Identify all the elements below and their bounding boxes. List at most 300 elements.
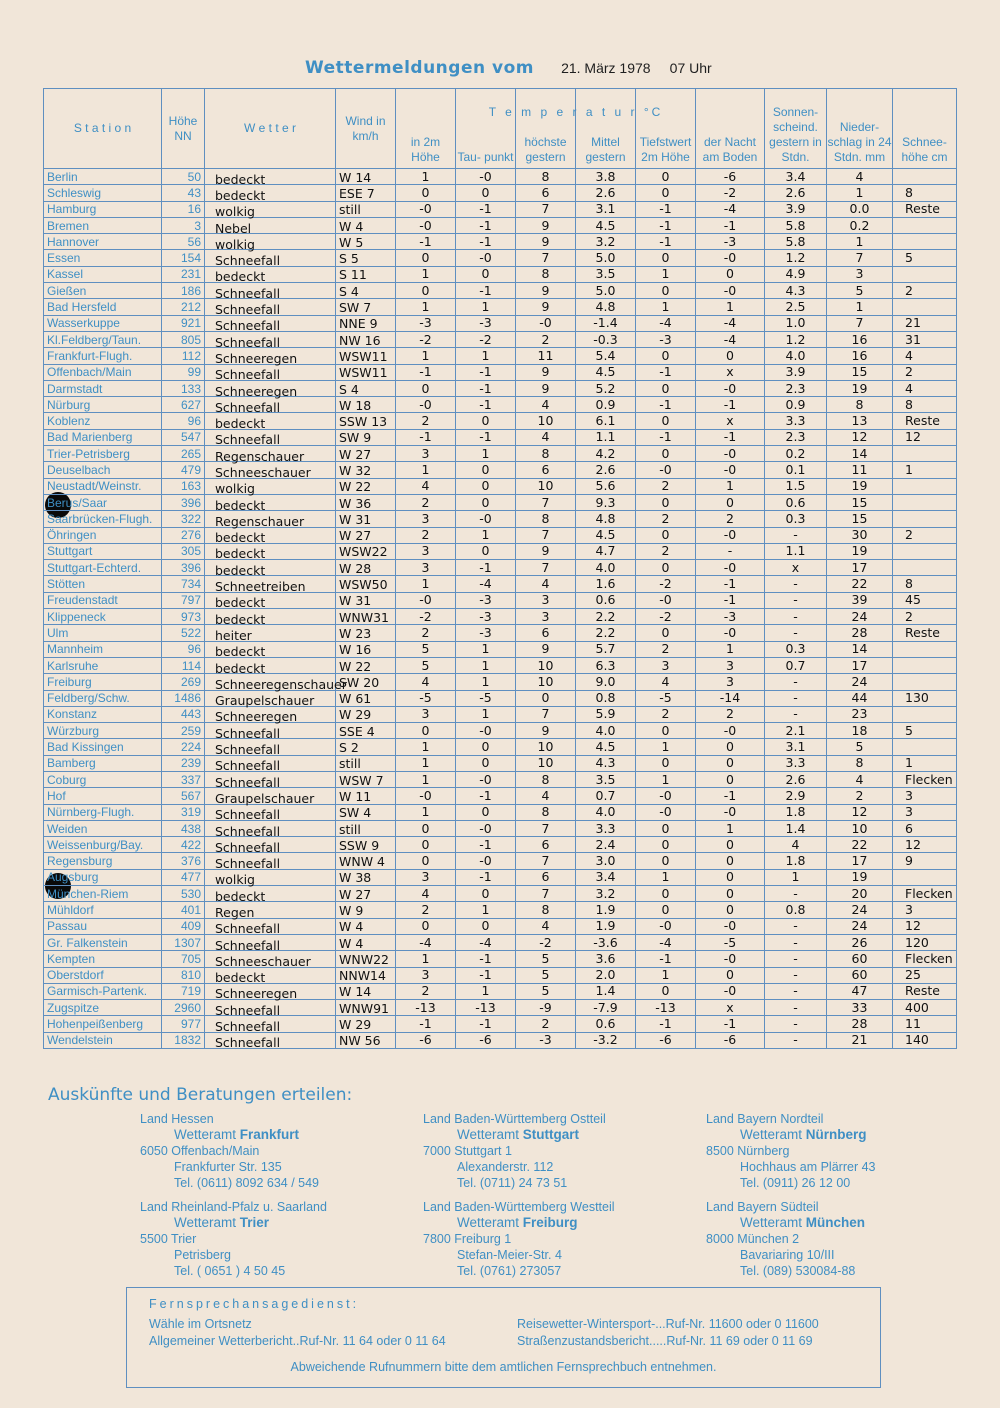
cell-wind: W 29 bbox=[336, 1017, 396, 1033]
cell-wind: WNW91 bbox=[336, 1001, 396, 1017]
cell-station: Darmstadt bbox=[44, 380, 162, 396]
cell-mittel: 0.8 bbox=[576, 690, 636, 706]
cell-mittel: 3.2 bbox=[576, 886, 636, 902]
cell-schnee bbox=[893, 511, 957, 527]
cell-schnee: 6 bbox=[893, 820, 957, 836]
cell-wind: WSW11 bbox=[336, 349, 396, 365]
cell-wetter: Schneefall bbox=[205, 807, 336, 823]
cell-taupunkt: -1 bbox=[456, 951, 516, 967]
cell-temp-2m: -0 bbox=[396, 788, 456, 804]
cell-boden: 2 bbox=[696, 706, 765, 722]
cell-station: Augsburg bbox=[44, 869, 162, 885]
table-row bbox=[44, 1000, 957, 1016]
cell-tiefstwert: -1 bbox=[636, 364, 696, 380]
cell-temp-2m: 4 bbox=[396, 886, 456, 902]
cell-hoehe: 401 bbox=[162, 902, 205, 918]
cell-wetter: Schneefall bbox=[205, 726, 336, 742]
cell-hoechste: 2 bbox=[516, 331, 576, 347]
cell-tiefstwert: 2 bbox=[636, 706, 696, 722]
cell-wetter: Schneefall bbox=[205, 742, 336, 758]
cell-schnee: 8 bbox=[893, 576, 957, 592]
cell-hoehe: 239 bbox=[162, 755, 205, 771]
table-row bbox=[44, 902, 957, 918]
cell-tiefstwert: 0 bbox=[636, 902, 696, 918]
cell-schnee: Reste bbox=[893, 983, 957, 999]
cell-wetter: Schneefall bbox=[205, 1035, 336, 1051]
cell-station: Weiden bbox=[44, 820, 162, 836]
cell-hoechste: 7 bbox=[516, 250, 576, 266]
cell-hoehe: 567 bbox=[162, 788, 205, 804]
cell-niederschlag: 18 bbox=[827, 723, 893, 739]
cell-mittel: 3.5 bbox=[576, 266, 636, 282]
cell-station: Kl.Feldberg/Taun. bbox=[44, 331, 162, 347]
cell-taupunkt: -5 bbox=[456, 690, 516, 706]
cell-hoehe: 1486 bbox=[162, 690, 205, 706]
cell-tiefstwert: 0 bbox=[636, 820, 696, 836]
table-row bbox=[44, 657, 957, 673]
cell-sonne: - bbox=[765, 527, 827, 543]
cell-wetter: Regenschauer bbox=[205, 449, 336, 465]
cell-tiefstwert: -1 bbox=[636, 217, 696, 233]
cell-station: Konstanz bbox=[44, 706, 162, 722]
cell-sonne: 1.8 bbox=[765, 804, 827, 820]
table-row bbox=[44, 217, 957, 233]
cell-sonne: 3.3 bbox=[765, 755, 827, 771]
cell-mittel: 0.6 bbox=[576, 592, 636, 608]
cell-mittel: 4.8 bbox=[576, 511, 636, 527]
cell-hoechste: 7 bbox=[516, 853, 576, 869]
table-row bbox=[44, 397, 957, 413]
cell-schnee bbox=[893, 478, 957, 494]
office-phone: Tel. (0761) 273057 bbox=[457, 1264, 562, 1278]
cell-mittel: 0.7 bbox=[576, 788, 636, 804]
cell-taupunkt: -1 bbox=[456, 560, 516, 576]
cell-hoehe: 43 bbox=[162, 185, 205, 201]
cell-wetter: Schneeregen bbox=[205, 383, 336, 399]
cell-station: Hannover bbox=[44, 234, 162, 250]
cell-mittel: 5.2 bbox=[576, 380, 636, 396]
cell-station: Oberstdorf bbox=[44, 967, 162, 983]
cell-schnee: 5 bbox=[893, 250, 957, 266]
cell-sonne: - bbox=[765, 967, 827, 983]
cell-taupunkt: -0 bbox=[456, 820, 516, 836]
cell-hoechste: 3 bbox=[516, 609, 576, 625]
header-hoechste: höchste gestern bbox=[516, 89, 576, 169]
office-street: Bavariaring 10/III bbox=[740, 1248, 835, 1262]
cell-tiefstwert: 1 bbox=[636, 967, 696, 983]
office-street: Alexanderstr. 112 bbox=[457, 1160, 554, 1174]
cell-wetter: wolkig bbox=[205, 481, 336, 497]
cell-sonne: 0.8 bbox=[765, 902, 827, 918]
cell-wetter: Regenschauer bbox=[205, 514, 336, 530]
cell-wetter: Schneefall bbox=[205, 302, 336, 318]
cell-hoehe: 719 bbox=[162, 983, 205, 999]
cell-schnee bbox=[893, 674, 957, 690]
cell-mittel: 5.6 bbox=[576, 478, 636, 494]
cell-schnee bbox=[893, 494, 957, 510]
cell-boden: -0 bbox=[696, 983, 765, 999]
cell-niederschlag: 12 bbox=[827, 429, 893, 445]
cell-station: Wasserkuppe bbox=[44, 315, 162, 331]
cell-schnee: 25 bbox=[893, 967, 957, 983]
cell-mittel: 1.6 bbox=[576, 576, 636, 592]
cell-wetter: Schneefall bbox=[205, 1019, 336, 1035]
cell-wind: WSW22 bbox=[336, 544, 396, 560]
table-header-row bbox=[44, 89, 957, 169]
cell-taupunkt: 0 bbox=[456, 886, 516, 902]
cell-hoehe: 99 bbox=[162, 364, 205, 380]
cell-schnee: Flecken bbox=[893, 771, 957, 787]
cell-hoehe: 479 bbox=[162, 462, 205, 478]
cell-hoehe: 921 bbox=[162, 315, 205, 331]
cell-hoehe: 396 bbox=[162, 494, 205, 510]
cell-wetter: Schneefall bbox=[205, 856, 336, 872]
cell-temp-2m: 1 bbox=[396, 739, 456, 755]
cell-sonne: 2.6 bbox=[765, 185, 827, 201]
cell-hoehe: 547 bbox=[162, 429, 205, 445]
cell-boden: -4 bbox=[696, 331, 765, 347]
cell-sonne: 3.9 bbox=[765, 201, 827, 217]
cell-schnee: 21 bbox=[893, 315, 957, 331]
cell-temp-2m: 0 bbox=[396, 283, 456, 299]
header-taupunkt: Tau- punkt bbox=[456, 89, 516, 169]
cell-schnee: 2 bbox=[893, 527, 957, 543]
cell-niederschlag: 1 bbox=[827, 234, 893, 250]
weather-table bbox=[43, 88, 957, 1049]
cell-sonne: 0.2 bbox=[765, 446, 827, 462]
cell-temp-2m: -1 bbox=[396, 364, 456, 380]
cell-schnee bbox=[893, 869, 957, 885]
cell-boden: 1 bbox=[696, 478, 765, 494]
title-time: 07 Uhr bbox=[669, 60, 712, 76]
cell-hoehe: 96 bbox=[162, 641, 205, 657]
cell-sonne: - bbox=[765, 1032, 827, 1048]
office-phone: Tel. (0711) 24 73 51 bbox=[457, 1176, 568, 1190]
cell-taupunkt: 0 bbox=[456, 739, 516, 755]
cell-taupunkt: -3 bbox=[456, 625, 516, 641]
cell-niederschlag: 17 bbox=[827, 560, 893, 576]
cell-schnee: Reste bbox=[893, 625, 957, 641]
cell-boden: 0 bbox=[696, 902, 765, 918]
cell-hoehe: 1307 bbox=[162, 934, 205, 950]
table-row bbox=[44, 446, 957, 462]
cell-wind: S 2 bbox=[336, 740, 396, 756]
cell-station: Neustadt/Weinstr. bbox=[44, 478, 162, 494]
cell-hoehe: 322 bbox=[162, 511, 205, 527]
cell-niederschlag: 28 bbox=[827, 1016, 893, 1032]
cell-wetter: bedeckt bbox=[205, 188, 336, 204]
cell-hoehe: 409 bbox=[162, 918, 205, 934]
cell-wetter: Graupelschauer bbox=[205, 791, 336, 807]
cell-niederschlag: 16 bbox=[827, 348, 893, 364]
cell-niederschlag: 4 bbox=[827, 169, 893, 185]
cell-tiefstwert: 0 bbox=[636, 560, 696, 576]
cell-schnee bbox=[893, 234, 957, 250]
cell-temp-2m: 2 bbox=[396, 983, 456, 999]
cell-wetter: wolkig bbox=[205, 204, 336, 220]
info-heading: Auskünfte und Beratungen erteilen: bbox=[48, 1085, 353, 1105]
cell-niederschlag: 24 bbox=[827, 674, 893, 690]
cell-tiefstwert: 2 bbox=[636, 543, 696, 559]
cell-hoechste: 9 bbox=[516, 641, 576, 657]
cell-tiefstwert: -1 bbox=[636, 201, 696, 217]
cell-taupunkt: 0 bbox=[456, 494, 516, 510]
header-wind: Wind in km/h bbox=[336, 89, 396, 169]
cell-station: Hohenpeißenberg bbox=[44, 1016, 162, 1032]
cell-temp-2m: -1 bbox=[396, 234, 456, 250]
cell-sonne: 2.5 bbox=[765, 299, 827, 315]
cell-temp-2m: 2 bbox=[396, 902, 456, 918]
cell-tiefstwert: 0 bbox=[636, 886, 696, 902]
cell-taupunkt: -0 bbox=[456, 723, 516, 739]
cell-temp-2m: 0 bbox=[396, 250, 456, 266]
cell-mittel: 9.0 bbox=[576, 674, 636, 690]
cell-schnee: 4 bbox=[893, 380, 957, 396]
cell-schnee bbox=[893, 217, 957, 233]
cell-hoechste: 6 bbox=[516, 462, 576, 478]
cell-hoechste: 4 bbox=[516, 576, 576, 592]
cell-schnee: 1 bbox=[893, 755, 957, 771]
cell-temp-2m: 1 bbox=[396, 576, 456, 592]
cell-tiefstwert: -4 bbox=[636, 315, 696, 331]
cell-station: Kempten bbox=[44, 951, 162, 967]
cell-niederschlag: 12 bbox=[827, 804, 893, 820]
cell-tiefstwert: 1 bbox=[636, 771, 696, 787]
cell-mittel: 5.0 bbox=[576, 250, 636, 266]
cell-temp-2m: -13 bbox=[396, 1000, 456, 1016]
phone-service-intro: Wähle im Ortsnetz bbox=[149, 1317, 252, 1331]
cell-tiefstwert: 0 bbox=[636, 837, 696, 853]
cell-hoechste: 8 bbox=[516, 902, 576, 918]
cell-boden: -0 bbox=[696, 804, 765, 820]
cell-niederschlag: 7 bbox=[827, 250, 893, 266]
cell-station: Wendelstein bbox=[44, 1032, 162, 1048]
cell-tiefstwert: 0 bbox=[636, 983, 696, 999]
cell-boden: -6 bbox=[696, 1032, 765, 1048]
cell-tiefstwert: 1 bbox=[636, 299, 696, 315]
cell-boden: 0 bbox=[696, 853, 765, 869]
cell-hoehe: 2960 bbox=[162, 1000, 205, 1016]
office-name: Wetteramt München bbox=[740, 1215, 866, 1230]
cell-temp-2m: 0 bbox=[396, 918, 456, 934]
cell-sonne: 1.5 bbox=[765, 478, 827, 494]
cell-temp-2m: 0 bbox=[396, 185, 456, 201]
cell-wind: W 38 bbox=[336, 870, 396, 886]
cell-hoechste: -3 bbox=[516, 1032, 576, 1048]
cell-station: Gr. Falkenstein bbox=[44, 934, 162, 950]
cell-wetter: Schneefall bbox=[205, 823, 336, 839]
cell-niederschlag: 5 bbox=[827, 739, 893, 755]
cell-station: München-Riem bbox=[44, 886, 162, 902]
cell-mittel: 3.8 bbox=[576, 169, 636, 185]
cell-tiefstwert: 0 bbox=[636, 250, 696, 266]
cell-niederschlag: 15 bbox=[827, 494, 893, 510]
cell-tiefstwert: -1 bbox=[636, 951, 696, 967]
cell-boden: -0 bbox=[696, 283, 765, 299]
cell-taupunkt: -1 bbox=[456, 234, 516, 250]
cell-sonne: 1.4 bbox=[765, 820, 827, 836]
cell-temp-2m: -3 bbox=[396, 315, 456, 331]
cell-boden: -0 bbox=[696, 446, 765, 462]
cell-hoehe: 805 bbox=[162, 331, 205, 347]
cell-boden: -0 bbox=[696, 625, 765, 641]
cell-niederschlag: 26 bbox=[827, 934, 893, 950]
office-frankfurt bbox=[140, 1111, 319, 1191]
cell-taupunkt: -13 bbox=[456, 1000, 516, 1016]
cell-temp-2m: 1 bbox=[396, 266, 456, 282]
cell-niederschlag: 15 bbox=[827, 364, 893, 380]
office-street: Petrisberg bbox=[174, 1248, 231, 1262]
cell-temp-2m: -0 bbox=[396, 397, 456, 413]
cell-wetter: Schneefall bbox=[205, 334, 336, 350]
cell-temp-2m: -1 bbox=[396, 1016, 456, 1032]
cell-boden: 2 bbox=[696, 511, 765, 527]
cell-hoechste: 4 bbox=[516, 788, 576, 804]
cell-taupunkt: -1 bbox=[456, 1016, 516, 1032]
cell-station: Feldberg/Schw. bbox=[44, 690, 162, 706]
cell-sonne: 4.9 bbox=[765, 266, 827, 282]
cell-schnee: Reste bbox=[893, 413, 957, 429]
cell-schnee: 130 bbox=[893, 690, 957, 706]
cell-hoechste: 10 bbox=[516, 739, 576, 755]
cell-boden: 0 bbox=[696, 771, 765, 787]
cell-temp-2m: -4 bbox=[396, 934, 456, 950]
cell-hoechste: 5 bbox=[516, 983, 576, 999]
cell-hoechste: 9 bbox=[516, 234, 576, 250]
office-street: Stefan-Meier-Str. 4 bbox=[457, 1248, 562, 1262]
cell-tiefstwert: 1 bbox=[636, 869, 696, 885]
cell-niederschlag: 16 bbox=[827, 331, 893, 347]
cell-hoechste: 7 bbox=[516, 201, 576, 217]
cell-mittel: -3.6 bbox=[576, 934, 636, 950]
office-land: Land Baden-Württemberg Ostteil bbox=[423, 1112, 606, 1126]
cell-wind: W 9 bbox=[336, 903, 396, 919]
cell-hoehe: 212 bbox=[162, 299, 205, 315]
cell-sonne: - bbox=[765, 592, 827, 608]
office-name: Wetteramt Frankfurt bbox=[174, 1127, 300, 1142]
cell-schnee: 1 bbox=[893, 462, 957, 478]
cell-hoehe: 319 bbox=[162, 804, 205, 820]
cell-hoehe: 438 bbox=[162, 820, 205, 836]
office-address: 8000 München 2 bbox=[706, 1232, 800, 1246]
cell-boden: -0 bbox=[696, 250, 765, 266]
cell-niederschlag: 1 bbox=[827, 185, 893, 201]
header-tiefstwert: Tiefstwert 2m Höhe bbox=[636, 89, 696, 169]
cell-station: Hof bbox=[44, 788, 162, 804]
cell-temp-2m: 3 bbox=[396, 446, 456, 462]
cell-hoechste: 7 bbox=[516, 706, 576, 722]
cell-taupunkt: -0 bbox=[456, 853, 516, 869]
table-row bbox=[44, 1016, 957, 1032]
cell-temp-2m: 2 bbox=[396, 527, 456, 543]
cell-hoehe: 337 bbox=[162, 771, 205, 787]
cell-taupunkt: 0 bbox=[456, 266, 516, 282]
cell-station: Passau bbox=[44, 918, 162, 934]
cell-mittel: 4.2 bbox=[576, 446, 636, 462]
cell-taupunkt: 1 bbox=[456, 527, 516, 543]
cell-wind: SW 7 bbox=[336, 300, 396, 316]
cell-hoechste: 6 bbox=[516, 869, 576, 885]
cell-hoehe: 973 bbox=[162, 609, 205, 625]
cell-station: Freudenstadt bbox=[44, 592, 162, 608]
cell-hoehe: 705 bbox=[162, 951, 205, 967]
cell-sonne: - bbox=[765, 576, 827, 592]
cell-wind: W 16 bbox=[336, 642, 396, 658]
office-name: Wetteramt Freiburg bbox=[457, 1215, 578, 1230]
cell-hoechste: 11 bbox=[516, 348, 576, 364]
cell-wetter: bedeckt bbox=[205, 563, 336, 579]
cell-temp-2m: 1 bbox=[396, 169, 456, 185]
cell-wind: W 29 bbox=[336, 707, 396, 723]
cell-boden: -2 bbox=[696, 185, 765, 201]
cell-hoehe: 224 bbox=[162, 739, 205, 755]
office-land: Land Rheinland-Pfalz u. Saarland bbox=[140, 1200, 327, 1214]
cell-niederschlag: 5 bbox=[827, 283, 893, 299]
cell-mittel: 1.9 bbox=[576, 902, 636, 918]
cell-schnee: 31 bbox=[893, 331, 957, 347]
cell-station: Gießen bbox=[44, 283, 162, 299]
cell-station: Schleswig bbox=[44, 185, 162, 201]
cell-boden: 0 bbox=[696, 739, 765, 755]
cell-niederschlag: 4 bbox=[827, 771, 893, 787]
cell-hoechste: 8 bbox=[516, 266, 576, 282]
table-row bbox=[44, 413, 957, 429]
table-row bbox=[44, 494, 957, 510]
cell-hoechste: 10 bbox=[516, 478, 576, 494]
cell-boden: -0 bbox=[696, 723, 765, 739]
office-name: Wetteramt Nürnberg bbox=[740, 1127, 867, 1142]
cell-tiefstwert: 0 bbox=[636, 853, 696, 869]
cell-wind: SW 9 bbox=[336, 430, 396, 446]
cell-schnee: 9 bbox=[893, 853, 957, 869]
cell-sonne: 4.3 bbox=[765, 283, 827, 299]
cell-niederschlag: 60 bbox=[827, 951, 893, 967]
cell-schnee: 400 bbox=[893, 1000, 957, 1016]
cell-mittel: 4.7 bbox=[576, 543, 636, 559]
cell-hoechste: 10 bbox=[516, 755, 576, 771]
cell-hoehe: 305 bbox=[162, 543, 205, 559]
cell-hoechste: 9 bbox=[516, 217, 576, 233]
cell-temp-2m: 3 bbox=[396, 967, 456, 983]
cell-hoehe: 16 bbox=[162, 201, 205, 217]
cell-mittel: 6.1 bbox=[576, 413, 636, 429]
cell-wind: NNE 9 bbox=[336, 316, 396, 332]
cell-boden: -4 bbox=[696, 315, 765, 331]
cell-wind: NW 56 bbox=[336, 1033, 396, 1049]
cell-station: Regensburg bbox=[44, 853, 162, 869]
cell-sonne: - bbox=[765, 886, 827, 902]
cell-boden: 0 bbox=[696, 886, 765, 902]
cell-sonne: - bbox=[765, 951, 827, 967]
cell-niederschlag: 3 bbox=[827, 266, 893, 282]
cell-hoechste: 5 bbox=[516, 967, 576, 983]
header-niederschlag: Nieder- schlag in 24 Stdn. mm bbox=[827, 89, 893, 169]
cell-taupunkt: -1 bbox=[456, 429, 516, 445]
cell-niederschlag: 33 bbox=[827, 1000, 893, 1016]
cell-taupunkt: -1 bbox=[456, 364, 516, 380]
cell-station: Koblenz bbox=[44, 413, 162, 429]
cell-schnee: 5 bbox=[893, 723, 957, 739]
cell-temp-2m: 3 bbox=[396, 560, 456, 576]
cell-taupunkt: -4 bbox=[456, 576, 516, 592]
cell-niederschlag: 47 bbox=[827, 983, 893, 999]
cell-temp-2m: -2 bbox=[396, 609, 456, 625]
cell-niederschlag: 7 bbox=[827, 315, 893, 331]
cell-hoechste: 9 bbox=[516, 380, 576, 396]
cell-boden: -4 bbox=[696, 201, 765, 217]
cell-wind: SW 20 bbox=[336, 675, 396, 691]
office-address: 5500 Trier bbox=[140, 1232, 197, 1246]
